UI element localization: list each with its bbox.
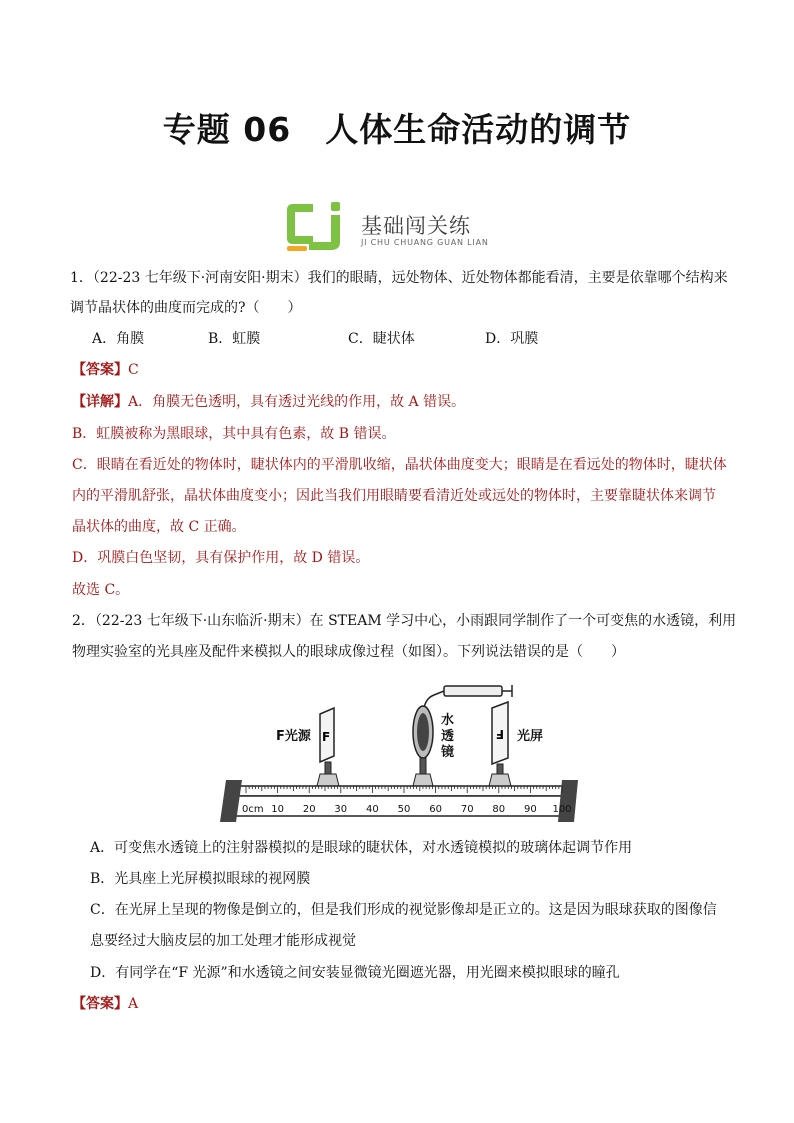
q1-detail-c-3: 晶状体的曲度，故 C 正确。 (72, 519, 246, 535)
q2-stem-line-1: 2．（22-23 七年级下·山东临沂·期末）在 STEAM 学习中心，小雨跟同学制作了一个可变焦的水透镜，利用 (72, 613, 737, 629)
q2-option-a: A．可变焦水透镜上的注射器模拟的是眼球的睫状体，对水透镜模拟的玻璃体起调节作用 (90, 840, 633, 856)
q1-detail-a: A．角膜无色透明，具有透过光线的作用，故 A 错误。 (128, 394, 466, 410)
q1-answer-label: 【答案】 (72, 362, 128, 378)
q1-detail-c-1: C．眼睛在看近处的物体时，睫状体内的平滑肌收缩，晶状体曲度变大；眼睛是在看远处的物体时，睫状体 (72, 457, 727, 473)
q1-option-d: D．巩膜 (485, 331, 539, 347)
lens-label-1: 水 (441, 713, 455, 728)
ruler-label: 100 (552, 804, 572, 815)
ruler-label: 40 (366, 804, 379, 815)
q2-answer (72, 994, 138, 1014)
q1-stem-line-1: 1．（22-23 七年级下·河南安阳·期末）我们的眼睛，远处物体、近处物体都能看清，主要是依靠哪个结构来 (70, 270, 728, 286)
q1-option-b: B．虹膜 (208, 331, 261, 347)
screen-label: 光屏 (517, 729, 544, 744)
ruler-label: 90 (524, 804, 537, 815)
cj-logo-icon (283, 198, 355, 254)
ruler-label: 30 (334, 804, 348, 815)
q2-option-b: B．光具座上光屏模拟眼球的视网膜 (90, 871, 311, 887)
ruler-label: 0cm (242, 804, 264, 815)
light-source-icon (317, 708, 339, 786)
q2-stem-line-2: 物理实验室的光具座及配件来模拟人的眼球成像过程（如图）。下列说法错误的是（ ） (72, 644, 625, 660)
q1-answer (72, 360, 139, 380)
q2-option-c-1: C．在光屏上呈现的物像是倒立的，但是我们形成的视觉影像却是正立的。这是因为眼球获取的图像信 (90, 902, 717, 918)
section-banner (283, 198, 523, 254)
q1-answer-value: C (128, 362, 139, 378)
source-label: F光源 (276, 729, 311, 744)
banner-pinyin: JI CHU CHUANG GUAN LIAN (361, 238, 489, 247)
q1-detail-c-2: 内的平滑肌舒张，晶状体曲度变小；因此当我们用眼睛要看清近处或远处的物体时，主要靠睫状体来调节 (72, 488, 716, 504)
ruler-label: 20 (302, 804, 316, 815)
q2-option-c-2: 息要经过大脑皮层的加工处理才能形成视觉 (90, 933, 356, 949)
q2-answer-label: 【答案】 (72, 996, 128, 1012)
q1-detail-label: 【详解】 (72, 394, 128, 410)
lens-label-3: 镜 (441, 745, 455, 760)
source-letter: F (322, 730, 331, 744)
banner-text: 基础闯关练 (361, 214, 471, 238)
ruler-label: 70 (460, 804, 474, 815)
ruler-label: 50 (397, 804, 411, 815)
screen-icon (489, 702, 511, 786)
page-title: 专题 06 人体生命活动的调节 (162, 110, 632, 149)
q1-option-a: A．角膜 (92, 331, 145, 347)
lens-label-2: 透 (441, 729, 455, 744)
q1-conclusion: 故选 C。 (72, 582, 130, 598)
q1-option-c: C．睫状体 (348, 331, 415, 347)
water-lens-icon (413, 706, 433, 786)
q1-detail-line-1 (72, 392, 465, 412)
ruler-label: 10 (271, 804, 284, 815)
ruler-label: 60 (429, 804, 442, 815)
q1-stem-line-2: 调节晶状体的曲度而完成的?（ ） (70, 300, 302, 316)
q1-detail-d: D．巩膜白色坚韧，具有保护作用，故 D 错误。 (72, 550, 370, 566)
q2-answer-value: A (128, 996, 139, 1012)
optical-bench-figure (212, 676, 582, 828)
screen-letter: F (495, 727, 504, 741)
ruler-label: 80 (492, 804, 506, 815)
q1-options (92, 329, 538, 349)
syringe-icon (424, 685, 512, 708)
q1-detail-b: B．虹膜被称为黑眼球，其中具有色素，故 B 错误。 (72, 426, 396, 442)
q2-option-d: D．有同学在“F 光源”和水透镜之间安装显微镜光圈遮光器，用光圈来模拟眼球的瞳孔 (90, 965, 620, 981)
